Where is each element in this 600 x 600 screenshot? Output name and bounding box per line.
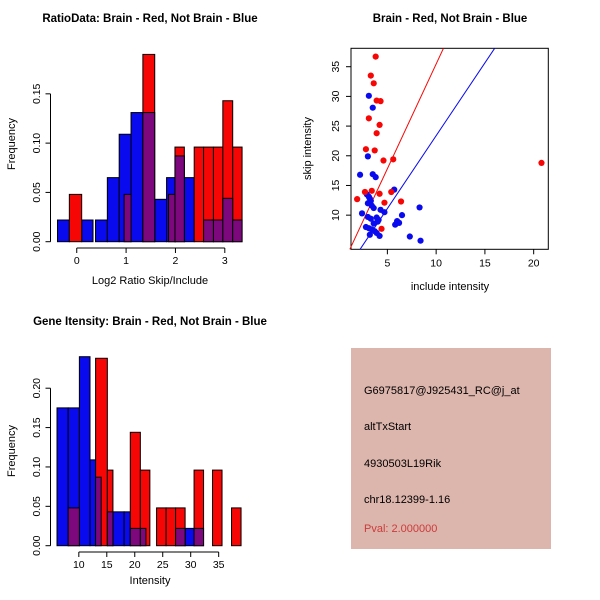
hist-ratio-bar-purple (169, 194, 176, 241)
hist-ratio-bar-purple (175, 156, 184, 242)
svg-text:20: 20 (128, 559, 141, 571)
hist-ratio-bar-purple (233, 220, 242, 242)
red-point (354, 196, 360, 202)
hist-gene-intensity-bar-purple (176, 528, 186, 545)
hist-gene-intensity-bar-blue (90, 460, 96, 546)
gene-symbol-text: 4930503L19Rik (364, 458, 442, 470)
svg-text:0.10: 0.10 (31, 456, 43, 478)
svg-text:0.05: 0.05 (31, 182, 43, 203)
svg-text:25: 25 (156, 559, 169, 571)
hist-gene-intensity-bar-purple (130, 528, 140, 545)
svg-text:20: 20 (527, 257, 540, 270)
hist-gene-intensity-bar-blue (124, 512, 130, 546)
hist-ratio-bar-blue (184, 178, 194, 242)
blue-point (381, 209, 387, 215)
gene-info-panel (351, 348, 551, 549)
hist-gene-intensity-bar-blue (113, 512, 124, 546)
hist-ratio-bar-blue (57, 220, 69, 242)
hist-gene-intensity-bar-red (213, 470, 223, 546)
svg-text:2: 2 (172, 255, 179, 267)
svg-text:0.10: 0.10 (31, 132, 43, 154)
svg-text:35: 35 (212, 559, 225, 571)
svg-text:35: 35 (330, 60, 342, 73)
scatter-intensity-axes (330, 48, 548, 269)
svg-text:20: 20 (330, 149, 342, 162)
hist-gene-ylabel: Frequency (6, 425, 18, 478)
red-point (366, 115, 372, 121)
blue-point (373, 174, 379, 180)
scatter-title: Brain - Red, Not Brain - Blue (372, 13, 528, 25)
hist-ratio-bar-blue (107, 178, 119, 242)
red-point (538, 160, 544, 166)
svg-text:15: 15 (100, 559, 113, 571)
svg-text:0.15: 0.15 (31, 417, 43, 438)
svg-text:15: 15 (479, 257, 491, 270)
blue-point (376, 233, 382, 239)
red-point (374, 130, 380, 136)
hist-gene-intensity-bar-blue (79, 357, 90, 546)
hist-ratio-ylabel: Frequency (6, 118, 18, 171)
red-point (373, 54, 379, 60)
blue-point (371, 205, 377, 211)
blue-point (416, 204, 422, 210)
red-point (376, 122, 382, 128)
hist-ratio-xlabel: Log2 Ratio Skip/Include (91, 275, 209, 287)
hist-ratio-bar-blue (155, 199, 167, 241)
blue-point (371, 220, 377, 226)
svg-text:15: 15 (330, 179, 342, 192)
hist-gene-intensity-bar-blue (57, 408, 68, 546)
hist-gene-title: Gene Itensity: Brain - Red, Not Brain - Blue (33, 316, 267, 328)
svg-text:0.00: 0.00 (31, 535, 43, 556)
scatter-intensity-plot (330, 48, 548, 269)
red-point (371, 80, 377, 86)
hist-gene-intensity-bar-red (166, 508, 176, 546)
hist-gene-intensity-bar-red (232, 508, 242, 546)
blue-point (392, 222, 398, 228)
blue-point (357, 172, 363, 178)
hist-ratio-bars (57, 54, 242, 241)
hist-gene-intensity-bar-purple (194, 528, 204, 545)
blue-point (367, 232, 373, 238)
blue-point (399, 212, 405, 218)
hist-gene-intensity-bar-purple (96, 477, 102, 546)
pval-text: Pval: 2.000000 (364, 523, 438, 535)
blue-point (359, 210, 365, 216)
red-point (376, 191, 382, 197)
red-point (388, 189, 394, 195)
svg-text:0.00: 0.00 (31, 231, 43, 252)
hist-ratio-bar-purple (223, 198, 233, 241)
red-point (378, 226, 384, 232)
scatter-ylabel: skip intensity (302, 117, 314, 180)
hist-ratio-bar-red (69, 194, 81, 241)
red-point (381, 200, 387, 206)
red-point (363, 146, 369, 152)
hist-gene-intensity-bar-purple (68, 508, 79, 546)
hist-gene-intensity-bar-purple (140, 528, 146, 545)
red-point (390, 156, 396, 162)
red-point (380, 157, 386, 163)
hist-gene-xlabel: Intensity (129, 575, 171, 587)
svg-text:1: 1 (123, 255, 130, 267)
svg-text:30: 30 (330, 90, 342, 103)
red-point (372, 147, 378, 153)
blue-point (407, 233, 413, 239)
svg-text:0.20: 0.20 (31, 377, 43, 399)
chromosome-location-text: chr18.12399-1.16 (364, 494, 451, 506)
hist-gene-intensity-plot (31, 357, 241, 571)
blue-point (370, 105, 376, 111)
svg-text:0.15: 0.15 (31, 83, 43, 105)
svg-text:0.05: 0.05 (31, 496, 43, 517)
red-point (368, 73, 374, 79)
svg-text:3: 3 (221, 255, 228, 267)
hist-ratio-bar-purple (213, 220, 222, 242)
red-point (362, 189, 368, 195)
red-point (398, 198, 404, 204)
svg-text:10: 10 (330, 209, 342, 222)
hist-ratio-bar-purple (204, 220, 214, 242)
hist-gene-intensity-bar-purple (107, 512, 113, 546)
red-point (377, 98, 383, 104)
hist-ratio-bar-blue (131, 113, 143, 242)
svg-text:25: 25 (330, 120, 342, 132)
svg-text:5: 5 (384, 257, 391, 270)
hist-ratio-bar-purple (124, 194, 131, 241)
probe-id-text: G6975817@J925431_RC@j_at (364, 385, 520, 397)
svg-text:10: 10 (72, 559, 85, 571)
event-type-text: altTxStart (364, 421, 412, 433)
hist-ratio-plot (31, 54, 242, 267)
blue-point (417, 238, 423, 244)
hist-gene-intensity-bar-blue (185, 528, 194, 545)
hist-ratio-title: RatioData: Brain - Red, Not Brain - Blue (42, 13, 258, 25)
hist-gene-intensity-bars (57, 357, 241, 546)
hist-ratio-bar-purple (143, 113, 155, 242)
hist-ratio-bar-blue (82, 220, 93, 242)
red-point (369, 188, 375, 194)
hist-ratio-bar-red (194, 147, 203, 242)
blue-point (365, 153, 371, 159)
hist-ratio-bar-blue (95, 220, 107, 242)
svg-text:0: 0 (73, 255, 80, 267)
scatter-xlabel: include intensity (410, 281, 490, 293)
blue-point (366, 93, 372, 99)
svg-text:10: 10 (430, 257, 442, 270)
hist-gene-intensity-bar-red (157, 508, 167, 546)
svg-text:30: 30 (184, 559, 197, 571)
